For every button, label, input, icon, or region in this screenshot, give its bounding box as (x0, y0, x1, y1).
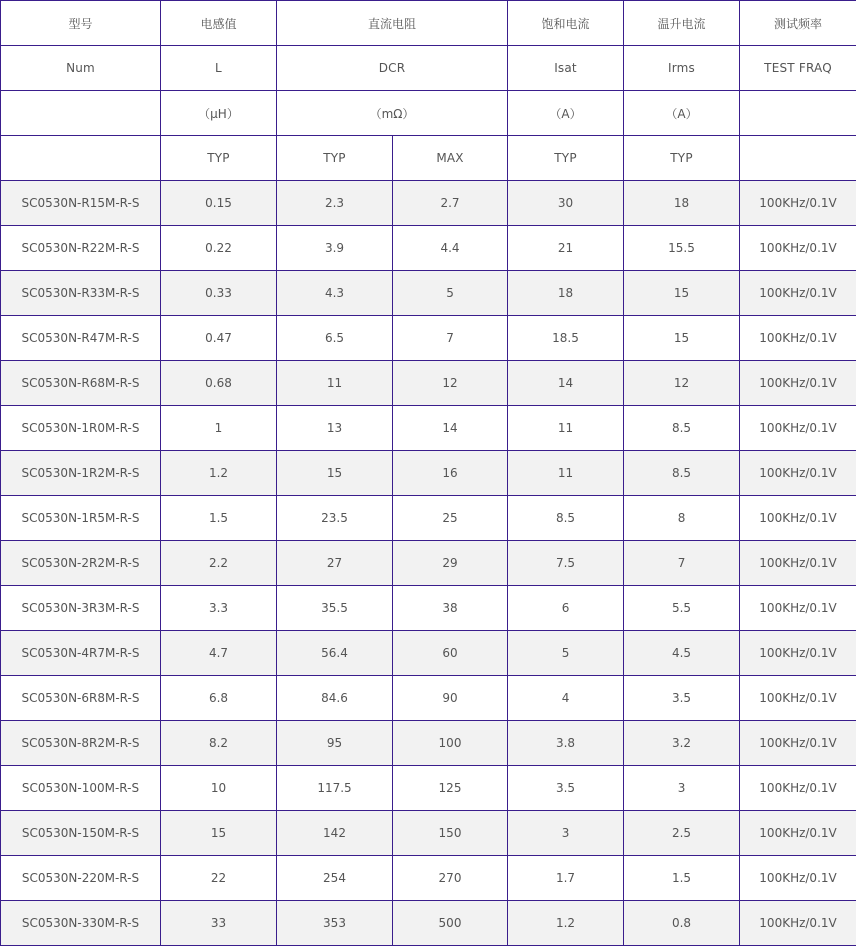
isat-typ-cell: 7.5 (508, 541, 624, 586)
table-row (1, 721, 856, 766)
header-rated-current: 温升电流 (624, 1, 740, 46)
dcr-typ-cell: 117.5 (277, 766, 393, 811)
test-frequency-cell: 100KHz/0.1V (740, 271, 856, 316)
header-dcr-max: MAX (393, 136, 508, 181)
isat-typ-cell: 6 (508, 586, 624, 631)
dcr-max-cell: 7 (393, 316, 508, 361)
dcr-max-cell: 14 (393, 406, 508, 451)
inductance-typ-cell: 1.5 (161, 496, 277, 541)
header-row-unit (1, 91, 856, 136)
part-number-cell: SC0530N-4R7M-R-S (1, 631, 161, 676)
irms-typ-cell: 7 (624, 541, 740, 586)
test-frequency-cell: 100KHz/0.1V (740, 766, 856, 811)
isat-typ-cell: 3 (508, 811, 624, 856)
table-row (1, 901, 856, 946)
inductance-typ-cell: 4.7 (161, 631, 277, 676)
header-num-symbol: Num (1, 46, 161, 91)
dcr-typ-cell: 142 (277, 811, 393, 856)
table-row (1, 631, 856, 676)
dcr-max-cell: 125 (393, 766, 508, 811)
dcr-max-cell: 29 (393, 541, 508, 586)
header-unit-inductance: （μH） (161, 91, 277, 136)
header-unit-irms: （A） (624, 91, 740, 136)
isat-typ-cell: 4 (508, 676, 624, 721)
dcr-max-cell: 5 (393, 271, 508, 316)
isat-typ-cell: 3.5 (508, 766, 624, 811)
inductance-typ-cell: 1.2 (161, 451, 277, 496)
table-row (1, 226, 856, 271)
test-frequency-cell: 100KHz/0.1V (740, 496, 856, 541)
header-irms-symbol: Irms (624, 46, 740, 91)
isat-typ-cell: 21 (508, 226, 624, 271)
part-number-cell: SC0530N-100M-R-S (1, 766, 161, 811)
irms-typ-cell: 18 (624, 181, 740, 226)
dcr-typ-cell: 4.3 (277, 271, 393, 316)
isat-typ-cell: 3.8 (508, 721, 624, 766)
isat-typ-cell: 1.7 (508, 856, 624, 901)
dcr-typ-cell: 27 (277, 541, 393, 586)
table-row (1, 676, 856, 721)
table-row (1, 361, 856, 406)
header-l-typ: TYP (161, 136, 277, 181)
test-frequency-cell: 100KHz/0.1V (740, 361, 856, 406)
irms-typ-cell: 12 (624, 361, 740, 406)
header-part-number: 型号 (1, 1, 161, 46)
header-qualifier-freq-blank (740, 136, 856, 181)
dcr-typ-cell: 254 (277, 856, 393, 901)
part-number-cell: SC0530N-330M-R-S (1, 901, 161, 946)
header-dcr-typ: TYP (277, 136, 393, 181)
inductance-typ-cell: 1 (161, 406, 277, 451)
header-unit-freq-blank (740, 91, 856, 136)
inductance-typ-cell: 10 (161, 766, 277, 811)
table-row (1, 271, 856, 316)
isat-typ-cell: 11 (508, 406, 624, 451)
inductance-typ-cell: 3.3 (161, 586, 277, 631)
header-saturation-current: 饱和电流 (508, 1, 624, 46)
part-number-cell: SC0530N-6R8M-R-S (1, 676, 161, 721)
dcr-max-cell: 500 (393, 901, 508, 946)
dcr-typ-cell: 3.9 (277, 226, 393, 271)
inductance-typ-cell: 2.2 (161, 541, 277, 586)
header-dcr-symbol: DCR (277, 46, 508, 91)
irms-typ-cell: 3.5 (624, 676, 740, 721)
table-row (1, 766, 856, 811)
irms-typ-cell: 8 (624, 496, 740, 541)
header-inductance: 电感值 (161, 1, 277, 46)
dcr-typ-cell: 23.5 (277, 496, 393, 541)
part-number-cell: SC0530N-1R5M-R-S (1, 496, 161, 541)
dcr-max-cell: 100 (393, 721, 508, 766)
dcr-typ-cell: 15 (277, 451, 393, 496)
header-l-symbol: L (161, 46, 277, 91)
inductance-typ-cell: 0.33 (161, 271, 277, 316)
dcr-max-cell: 150 (393, 811, 508, 856)
inductance-typ-cell: 6.8 (161, 676, 277, 721)
dcr-typ-cell: 6.5 (277, 316, 393, 361)
isat-typ-cell: 1.2 (508, 901, 624, 946)
dcr-typ-cell: 84.6 (277, 676, 393, 721)
part-number-cell: SC0530N-3R3M-R-S (1, 586, 161, 631)
irms-typ-cell: 8.5 (624, 406, 740, 451)
inductance-typ-cell: 0.47 (161, 316, 277, 361)
inductance-typ-cell: 0.15 (161, 181, 277, 226)
isat-typ-cell: 18.5 (508, 316, 624, 361)
test-frequency-cell: 100KHz/0.1V (740, 316, 856, 361)
test-frequency-cell: 100KHz/0.1V (740, 541, 856, 586)
test-frequency-cell: 100KHz/0.1V (740, 901, 856, 946)
part-number-cell: SC0530N-220M-R-S (1, 856, 161, 901)
test-frequency-cell: 100KHz/0.1V (740, 586, 856, 631)
test-frequency-cell: 100KHz/0.1V (740, 721, 856, 766)
dcr-typ-cell: 13 (277, 406, 393, 451)
isat-typ-cell: 18 (508, 271, 624, 316)
table-row (1, 811, 856, 856)
table-row (1, 541, 856, 586)
dcr-max-cell: 2.7 (393, 181, 508, 226)
inductance-typ-cell: 0.22 (161, 226, 277, 271)
dcr-max-cell: 12 (393, 361, 508, 406)
header-row-symbol (1, 46, 856, 91)
dcr-typ-cell: 95 (277, 721, 393, 766)
irms-typ-cell: 5.5 (624, 586, 740, 631)
irms-typ-cell: 2.5 (624, 811, 740, 856)
table-row (1, 856, 856, 901)
irms-typ-cell: 15.5 (624, 226, 740, 271)
inductance-typ-cell: 33 (161, 901, 277, 946)
irms-typ-cell: 0.8 (624, 901, 740, 946)
dcr-max-cell: 16 (393, 451, 508, 496)
header-test-fraq-symbol: TEST FRAQ (740, 46, 856, 91)
irms-typ-cell: 15 (624, 271, 740, 316)
part-number-cell: SC0530N-8R2M-R-S (1, 721, 161, 766)
part-number-cell: SC0530N-R68M-R-S (1, 361, 161, 406)
table-row (1, 496, 856, 541)
inductance-typ-cell: 8.2 (161, 721, 277, 766)
irms-typ-cell: 8.5 (624, 451, 740, 496)
header-irms-typ: TYP (624, 136, 740, 181)
test-frequency-cell: 100KHz/0.1V (740, 631, 856, 676)
dcr-max-cell: 90 (393, 676, 508, 721)
table-row (1, 316, 856, 361)
dcr-typ-cell: 56.4 (277, 631, 393, 676)
test-frequency-cell: 100KHz/0.1V (740, 226, 856, 271)
inductance-typ-cell: 0.68 (161, 361, 277, 406)
test-frequency-cell: 100KHz/0.1V (740, 451, 856, 496)
isat-typ-cell: 14 (508, 361, 624, 406)
dcr-typ-cell: 2.3 (277, 181, 393, 226)
dcr-max-cell: 25 (393, 496, 508, 541)
header-isat-symbol: Isat (508, 46, 624, 91)
part-number-cell: SC0530N-150M-R-S (1, 811, 161, 856)
header-unit-isat: （A） (508, 91, 624, 136)
dcr-max-cell: 4.4 (393, 226, 508, 271)
irms-typ-cell: 3 (624, 766, 740, 811)
part-number-cell: SC0530N-1R2M-R-S (1, 451, 161, 496)
part-number-cell: SC0530N-1R0M-R-S (1, 406, 161, 451)
test-frequency-cell: 100KHz/0.1V (740, 676, 856, 721)
table-row (1, 406, 856, 451)
test-frequency-cell: 100KHz/0.1V (740, 811, 856, 856)
test-frequency-cell: 100KHz/0.1V (740, 181, 856, 226)
dcr-max-cell: 60 (393, 631, 508, 676)
header-dc-resistance: 直流电阻 (277, 1, 508, 46)
spec-table-body (1, 1, 856, 946)
isat-typ-cell: 11 (508, 451, 624, 496)
header-row-label (1, 1, 856, 46)
dcr-max-cell: 270 (393, 856, 508, 901)
dcr-typ-cell: 353 (277, 901, 393, 946)
header-unit-blank (1, 91, 161, 136)
dcr-max-cell: 38 (393, 586, 508, 631)
isat-typ-cell: 5 (508, 631, 624, 676)
inductance-typ-cell: 22 (161, 856, 277, 901)
irms-typ-cell: 3.2 (624, 721, 740, 766)
test-frequency-cell: 100KHz/0.1V (740, 406, 856, 451)
table-row (1, 181, 856, 226)
table-row (1, 451, 856, 496)
part-number-cell: SC0530N-2R2M-R-S (1, 541, 161, 586)
irms-typ-cell: 1.5 (624, 856, 740, 901)
part-number-cell: SC0530N-R15M-R-S (1, 181, 161, 226)
irms-typ-cell: 4.5 (624, 631, 740, 676)
irms-typ-cell: 15 (624, 316, 740, 361)
header-row-qualifier (1, 136, 856, 181)
isat-typ-cell: 8.5 (508, 496, 624, 541)
part-number-cell: SC0530N-R22M-R-S (1, 226, 161, 271)
dcr-typ-cell: 11 (277, 361, 393, 406)
header-unit-dcr: （mΩ） (277, 91, 508, 136)
header-test-frequency: 测试频率 (740, 1, 856, 46)
part-number-cell: SC0530N-R33M-R-S (1, 271, 161, 316)
header-isat-typ: TYP (508, 136, 624, 181)
test-frequency-cell: 100KHz/0.1V (740, 856, 856, 901)
isat-typ-cell: 30 (508, 181, 624, 226)
dcr-typ-cell: 35.5 (277, 586, 393, 631)
table-row (1, 586, 856, 631)
part-number-cell: SC0530N-R47M-R-S (1, 316, 161, 361)
inductance-typ-cell: 15 (161, 811, 277, 856)
header-qualifier-blank (1, 136, 161, 181)
